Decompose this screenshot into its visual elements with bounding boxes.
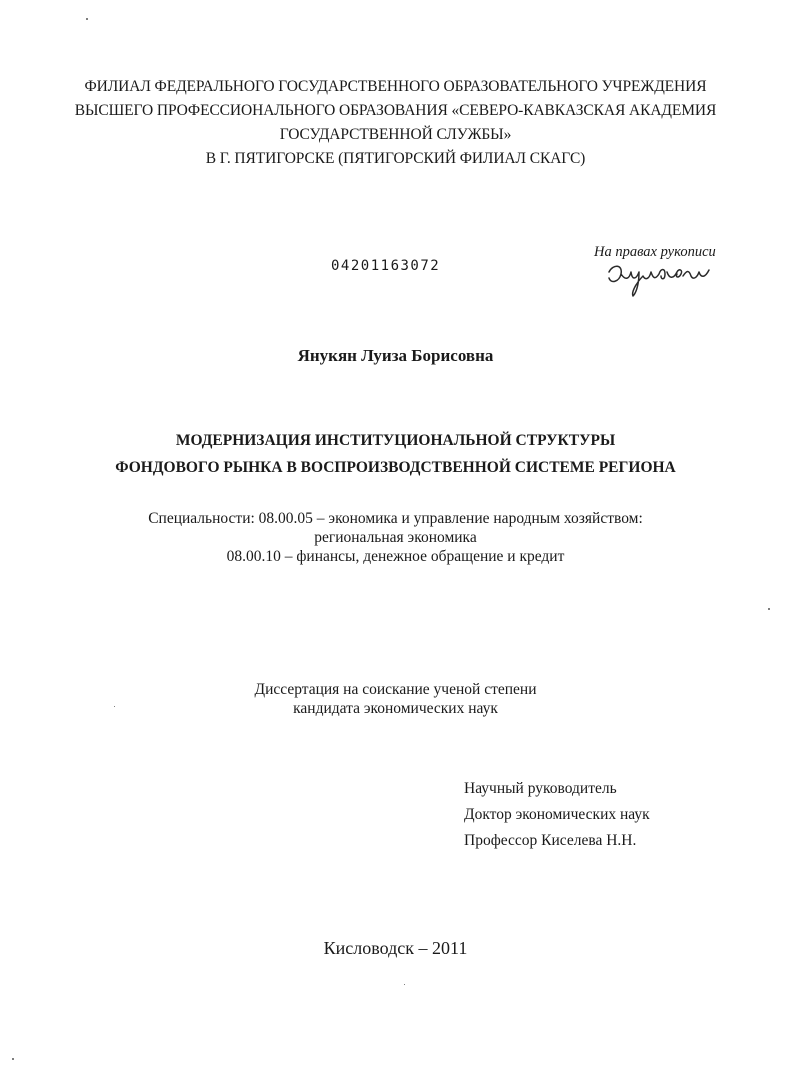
specialties-block (0, 509, 791, 566)
degree-line: Диссертация на соискание ученой степени (254, 681, 537, 698)
specialty-line: 08.00.10 – финансы, денежное обращение и кредит (226, 548, 565, 565)
title-line: МОДЕРНИЗАЦИЯ ИНСТИТУЦИОНАЛЬНОЙ СТРУКТУРЫ (175, 432, 616, 449)
dissertation-title (0, 427, 791, 481)
institution-line: ГОСУДАРСТВЕННОЙ СЛУЖБЫ» (279, 126, 512, 143)
manuscript-rights-note: На правах рукописи (594, 244, 716, 260)
supervisor-line: Научный руководитель (464, 780, 617, 797)
institution-line: ВЫСШЕГО ПРОФЕССИОНАЛЬНОГО ОБРАЗОВАНИЯ «СЕВЕРО-КАВКАЗСКАЯ АКАДЕМИЯ (74, 102, 717, 119)
author-name: Янукян Луиза Борисовна (297, 346, 494, 365)
scan-speck (404, 984, 405, 985)
title-line: ФОНДОВОГО РЫНКА В ВОСПРОИЗВОДСТВЕННОЙ СИСТЕМЕ РЕГИОНА (115, 459, 676, 476)
institution-line: В Г. ПЯТИГОРСКЕ (ПЯТИГОРСКИЙ ФИЛИАЛ СКАГС) (205, 150, 586, 167)
supervisor-line: Профессор Киселева Н.Н. (464, 832, 637, 849)
specialty-line: региональная экономика (314, 529, 477, 546)
scan-speck (12, 1058, 14, 1060)
supervisor-line: Доктор экономических наук (464, 806, 650, 823)
scan-speck (86, 18, 88, 20)
signature-icon (603, 258, 713, 298)
scan-speck (768, 608, 770, 610)
scan-speck (114, 706, 115, 707)
supervisor-block (464, 776, 650, 854)
specialty-line: Специальности: 08.00.05 – экономика и управление народным хозяйством: (148, 510, 643, 527)
document-code: 04201163072 (331, 258, 441, 274)
degree-block (0, 680, 791, 718)
degree-line: кандидата экономических наук (293, 700, 498, 717)
institution-header (0, 75, 791, 171)
institution-line: ФИЛИАЛ ФЕДЕРАЛЬНОГО ГОСУДАРСТВЕННОГО ОБРАЗОВАТЕЛЬНОГО УЧРЕЖДЕНИЯ (84, 78, 707, 95)
city-year: Кисловодск – 2011 (323, 938, 468, 958)
